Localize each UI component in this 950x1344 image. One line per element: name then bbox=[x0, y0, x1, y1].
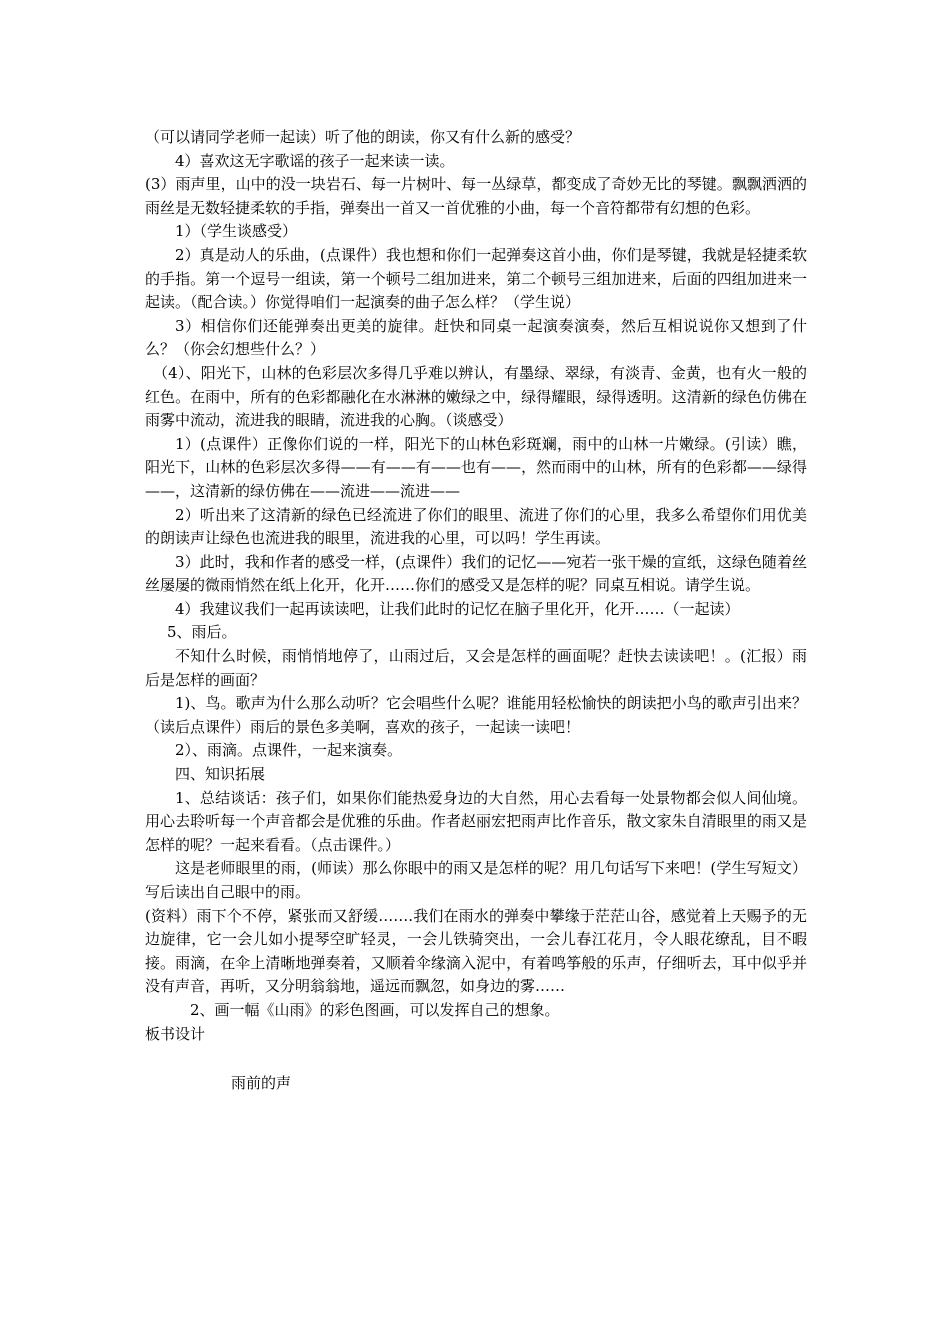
paragraph-8: 1）(点课件）正像你们说的一样，阳光下的山林色彩斑斓，雨中的山林一片嫩绿。(引读）瞧，阳光下，山林的色彩层次多得——有——有——也有——，然而雨中的山林，所有的色彩都——绿得——，这清新的绿仿佛在——流进——流进—— bbox=[145, 434, 807, 500]
paragraph-14: 1)、鸟。歌声为什么那么动听？它会唱些什么呢？谁能用轻松愉快的朗读把小鸟的歌声引出来？（读后点课件）雨后的景色多美啊，喜欢的孩子，一起读一读吧！ bbox=[145, 694, 807, 736]
paragraph-10: 3）此时，我和作者的感受一样，(点课件）我们的记忆——宛若一张干燥的宣纸，这绿色随着丝丝屡屡的微雨悄然在纸上化开，化开……你们的感受又是怎样的呢？同桌互相说。请学生说。 bbox=[145, 552, 807, 595]
paragraph-6: 3）相信你们还能弹奏出更美的旋律。赶快和同桌一起演奏演奏，然后互相说说你又想到了什么？（你会幻想些什么？） bbox=[145, 316, 807, 359]
paragraph-12: 5、雨后。 bbox=[167, 623, 237, 642]
paragraph-11: 4）我建议我们一起再读读吧，让我们此时的记忆在脑子里化开，化开……（一起读） bbox=[175, 599, 740, 618]
paragraph-13: 不知什么时候，雨悄悄地停了，山雨过后，又会是怎样的画面呢？赶快去读读吧！。(汇报）雨后是怎样的画面？ bbox=[145, 647, 807, 689]
paragraph-15: 2）、雨滴。点课件，一起来演奏。 bbox=[175, 741, 403, 760]
paragraph-4: 1）（学生谈感受） bbox=[175, 222, 298, 241]
paragraph-18: 这是老师眼里的雨，(师读）那么你眼中的雨又是怎样的呢？用几句话写下来吧！(学生写短文）写后读出自己眼中的雨。 bbox=[145, 859, 807, 901]
paragraph-9: 2）听出来了这清新的绿色已经流进了你们的眼里、流进了你们的心里，我多么希望你们用优美的朗读声让绿色也流进我的眼里，流进我的心里，可以吗！学生再读。 bbox=[145, 505, 807, 548]
paragraph-20: 2、画一幅《山雨》的彩色图画，可以发挥自己的想象。 bbox=[190, 1000, 560, 1019]
board-design-item: 雨前的声 bbox=[231, 1074, 292, 1093]
paragraph-7: （4）、阳光下，山林的色彩层次多得几乎难以辨认，有墨绿、翠绿，有淡青、金黄，也有火一般的红色。在雨中，所有的色彩都融化在水淋淋的嫩绿之中，绿得耀眼，绿得透明。这清新的绿色仿佛在雨雾中流动，流进我的眼睛，流进我的心胸。（谈感受） bbox=[145, 363, 807, 430]
paragraph-3: (3）雨声里，山中的没一块岩石、每一片树叶、每一丛绿草，都变成了奇妙无比的琴键。飘飘洒洒的雨丝是无数轻捷柔软的手指，弹奏出一首又一首优雅的小曲，每一个音符都带有幻想的色彩。 bbox=[145, 175, 807, 217]
paragraph-16: 四、知识拓展 bbox=[175, 765, 266, 784]
document-page bbox=[145, 126, 807, 1096]
board-design-title: 板书设计 bbox=[145, 1024, 206, 1043]
paragraph-5: 2）真是动人的乐曲，(点课件）我也想和你们一起弹奏这首小曲，你们是琴键，我就是轻捷柔软的手指。第一个逗号一组读，第一个顿号二组加进来，第二个顿号三组加进来，后面的四组加进来一起读。（配合读。）你觉得咱们一起演奏的曲子怎么样？（学生说） bbox=[145, 245, 807, 312]
paragraph-17: 1、总结谈话：孩子们，如果你们能热爱身边的大自然，用心去看每一处景物都会似人间仙境。用心去聆听每一个声音都会是优雅的乐曲。作者赵丽宏把雨声比作音乐，散文家朱自清眼里的雨又是怎样的呢？一起来看看。（点击课件。） bbox=[145, 788, 807, 854]
paragraph-19: (资料）雨下个不停，紧张而又舒缓…….我们在雨水的弹奏中攀缘于茫茫山谷，感觉着上天赐予的无边旋律，它一会儿如小提琴空旷轻灵，一会儿铁骑突出，一会儿春江花月，令人眼花缭乱，目不暇接。雨滴，在伞上清晰地弹奏着，又顺着伞缘滴入泥中，有着鸣筝般的乐声，仔细听去，耳中似乎并没有声音，再听，又分明翁翁地，遥远而飘忽，如身边的雾…… bbox=[145, 906, 807, 996]
paragraph-2: 4）喜欢这无字歌谣的孩子一起来读一读。 bbox=[175, 151, 455, 170]
paragraph-1: （可以请同学老师一起读）听了他的朗读，你又有什么新的感受？ bbox=[145, 128, 581, 146]
